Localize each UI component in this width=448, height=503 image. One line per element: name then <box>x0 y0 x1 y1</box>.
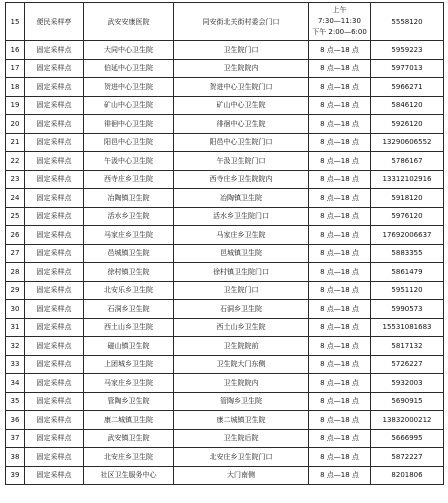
row-number: 15 <box>6 3 25 41</box>
row-number: 37 <box>6 429 25 448</box>
row-number: 21 <box>6 133 25 152</box>
site-type: 便民采样亭 <box>25 3 84 41</box>
table-row <box>6 281 444 300</box>
contact-phone: 5558120 <box>371 3 444 41</box>
sampling-sites-table <box>5 2 444 485</box>
row-number: 32 <box>6 337 25 356</box>
site-location: 卫生院后院 <box>174 429 309 448</box>
hospital-name: 西土山乡卫生院 <box>84 318 174 337</box>
row-number: 35 <box>6 392 25 411</box>
site-location: 卫生院院前 <box>174 337 309 356</box>
hospital-name: 石洞乡卫生院 <box>84 300 174 319</box>
table-row <box>6 59 444 78</box>
table-row <box>6 318 444 337</box>
site-type: 固定采样点 <box>25 300 84 319</box>
hospital-name: 马家庄乡卫生院 <box>84 374 174 393</box>
table-row <box>6 207 444 226</box>
hospital-name: 阳邑中心卫生院 <box>84 133 174 152</box>
opening-hours: 8 点—18 点 <box>309 263 371 282</box>
site-location: 西寺庄乡卫生院院内 <box>174 170 309 189</box>
table-row <box>6 78 444 97</box>
site-type: 固定采样点 <box>25 281 84 300</box>
opening-hours: 8 点—18 点 <box>309 226 371 245</box>
site-type: 固定采样点 <box>25 374 84 393</box>
opening-hours: 8 点—18 点 <box>309 189 371 208</box>
opening-hours: 8 点—18 点 <box>309 96 371 115</box>
site-location: 矿山中心卫生院 <box>174 96 309 115</box>
site-location: 午汲卫生院门口 <box>174 152 309 171</box>
site-type: 固定采样点 <box>25 355 84 374</box>
hospital-name: 邑城镇卫生院 <box>84 244 174 263</box>
site-location: 同安街北关街村委会门口 <box>174 3 309 41</box>
table-row <box>6 152 444 171</box>
row-number: 20 <box>6 115 25 134</box>
opening-hours: 8 点—18 点 <box>309 337 371 356</box>
row-number: 38 <box>6 448 25 467</box>
site-location: 邑城镇卫生院 <box>174 244 309 263</box>
table-row <box>6 133 444 152</box>
contact-phone: 5817132 <box>371 337 444 356</box>
hours-morning: 7:30—11:30 <box>318 17 361 25</box>
opening-hours: 8 点—18 点 <box>309 152 371 171</box>
contact-phone: 5976120 <box>371 207 444 226</box>
site-location: 卫生院门口 <box>174 41 309 60</box>
opening-hours: 8 点—18 点 <box>309 411 371 430</box>
opening-hours: 8 点—18 点 <box>309 41 371 60</box>
row-number: 16 <box>6 41 25 60</box>
contact-phone: 5951120 <box>371 281 444 300</box>
site-location: 西土山乡卫生院 <box>174 318 309 337</box>
opening-hours: 8 点—18 点 <box>309 429 371 448</box>
row-number: 24 <box>6 189 25 208</box>
contact-phone: 5959223 <box>371 41 444 60</box>
row-number: 34 <box>6 374 25 393</box>
site-type: 固定采样点 <box>25 78 84 97</box>
table-row <box>6 337 444 356</box>
table-row <box>6 448 444 467</box>
table-row <box>6 263 444 282</box>
site-type: 固定采样点 <box>25 392 84 411</box>
row-number: 33 <box>6 355 25 374</box>
hospital-name: 徘徊中心卫生院 <box>84 115 174 134</box>
hospital-name: 徐村镇卫生院 <box>84 263 174 282</box>
contact-phone: 5932003 <box>371 374 444 393</box>
hospital-name: 活水乡卫生院 <box>84 207 174 226</box>
hospital-name: 贺进中心卫生院 <box>84 78 174 97</box>
hospital-name: 康二城镇卫生院 <box>84 411 174 430</box>
contact-phone: 5872227 <box>371 448 444 467</box>
hospital-name: 伯延中心卫生院 <box>84 59 174 78</box>
row-number: 39 <box>6 466 25 485</box>
opening-hours: 8 点—18 点 <box>309 170 371 189</box>
row-number: 23 <box>6 170 25 189</box>
site-type: 固定采样点 <box>25 115 84 134</box>
contact-phone: 13832000212 <box>371 411 444 430</box>
opening-hours: 8 点—18 点 <box>309 466 371 485</box>
site-type: 固定采样点 <box>25 152 84 171</box>
table-row <box>6 300 444 319</box>
site-type: 固定采样点 <box>25 207 84 226</box>
contact-phone: 5883355 <box>371 244 444 263</box>
hospital-name: 磁山镇卫生院 <box>84 337 174 356</box>
opening-hours: 8 点—18 点 <box>309 281 371 300</box>
site-type: 固定采样点 <box>25 318 84 337</box>
contact-phone: 13312102916 <box>371 170 444 189</box>
site-type: 固定采样点 <box>25 448 84 467</box>
hours-afternoon: 下午 2:00—6:00 <box>312 28 367 36</box>
site-location: 管陶乡卫生院 <box>174 392 309 411</box>
row-number: 18 <box>6 78 25 97</box>
site-location: 卫生院院内 <box>174 374 309 393</box>
opening-hours: 8 点—18 点 <box>309 355 371 374</box>
site-location: 大门南侧 <box>174 466 309 485</box>
table-row <box>6 392 444 411</box>
hospital-name: 矿山中心卫生院 <box>84 96 174 115</box>
site-type: 固定采样点 <box>25 337 84 356</box>
table-row <box>6 96 444 115</box>
site-type: 固定采样点 <box>25 466 84 485</box>
opening-hours: 8 点—18 点 <box>309 318 371 337</box>
table-row <box>6 429 444 448</box>
hospital-name: 社区卫生服务中心 <box>84 466 174 485</box>
table-row <box>6 41 444 60</box>
site-type: 固定采样点 <box>25 170 84 189</box>
contact-phone: 15531081683 <box>371 318 444 337</box>
site-type: 固定采样点 <box>25 96 84 115</box>
contact-phone: 8201806 <box>371 466 444 485</box>
site-location: 贺进中心卫生院门口 <box>174 78 309 97</box>
site-location: 徘徊中心卫生院 <box>174 115 309 134</box>
hospital-name: 冶陶镇卫生院 <box>84 189 174 208</box>
table-row <box>6 3 444 41</box>
contact-phone: 5861479 <box>371 263 444 282</box>
site-location: 徐村镇卫生院门口 <box>174 263 309 282</box>
contact-phone: 17692006637 <box>371 226 444 245</box>
row-number: 19 <box>6 96 25 115</box>
contact-phone: 5690915 <box>371 392 444 411</box>
opening-hours: 8 点—18 点 <box>309 374 371 393</box>
contact-phone: 13290606552 <box>371 133 444 152</box>
site-type: 固定采样点 <box>25 133 84 152</box>
contact-phone: 5846120 <box>371 96 444 115</box>
contact-phone: 5990573 <box>371 300 444 319</box>
site-type: 固定采样点 <box>25 263 84 282</box>
site-location: 活水乡卫生院门口 <box>174 207 309 226</box>
site-type: 固定采样点 <box>25 429 84 448</box>
contact-phone: 5786167 <box>371 152 444 171</box>
opening-hours: 8 点—18 点 <box>309 300 371 319</box>
hospital-name: 管陶乡卫生院 <box>84 392 174 411</box>
table-row <box>6 244 444 263</box>
site-type: 固定采样点 <box>25 41 84 60</box>
hospital-name: 马家庄乡卫生院 <box>84 226 174 245</box>
site-type: 固定采样点 <box>25 411 84 430</box>
site-location: 阳邑中心卫生院门口 <box>174 133 309 152</box>
row-number: 31 <box>6 318 25 337</box>
site-location: 卫生院院内 <box>174 59 309 78</box>
row-number: 22 <box>6 152 25 171</box>
contact-phone: 5926120 <box>371 115 444 134</box>
opening-hours: 8 点—18 点 <box>309 244 371 263</box>
hours-morning-label: 上午 <box>332 6 347 14</box>
table-row <box>6 466 444 485</box>
site-location: 马家庄乡卫生院 <box>174 226 309 245</box>
hospital-name: 北安庄乡卫生院 <box>84 448 174 467</box>
hospital-name: 上团城乡卫生院 <box>84 355 174 374</box>
hospital-name: 西寺庄乡卫生院 <box>84 170 174 189</box>
hospital-name: 武安镇卫生院 <box>84 429 174 448</box>
opening-hours: 8 点—18 点 <box>309 392 371 411</box>
opening-hours <box>309 3 371 41</box>
site-location: 石洞乡卫生院 <box>174 300 309 319</box>
contact-phone: 5666995 <box>371 429 444 448</box>
table-row <box>6 170 444 189</box>
site-location: 卫生院门口 <box>174 281 309 300</box>
sampling-sites-sheet <box>5 2 443 485</box>
row-number: 28 <box>6 263 25 282</box>
table-row <box>6 411 444 430</box>
hospital-name: 大同中心卫生院 <box>84 41 174 60</box>
row-number: 25 <box>6 207 25 226</box>
row-number: 17 <box>6 59 25 78</box>
opening-hours: 8 点—18 点 <box>309 133 371 152</box>
hospital-name: 北安乐乡卫生院 <box>84 281 174 300</box>
site-location: 冶陶镇卫生院 <box>174 189 309 208</box>
table-row <box>6 374 444 393</box>
table-row <box>6 189 444 208</box>
site-type: 固定采样点 <box>25 244 84 263</box>
row-number: 29 <box>6 281 25 300</box>
site-type: 固定采样点 <box>25 226 84 245</box>
table-row <box>6 115 444 134</box>
hospital-name: 武安安康医院 <box>84 3 174 41</box>
row-number: 26 <box>6 226 25 245</box>
contact-phone: 5966271 <box>371 78 444 97</box>
hospital-name: 午汲中心卫生院 <box>84 152 174 171</box>
row-number: 36 <box>6 411 25 430</box>
site-location: 卫生院大门东侧 <box>174 355 309 374</box>
row-number: 30 <box>6 300 25 319</box>
site-type: 固定采样点 <box>25 189 84 208</box>
opening-hours: 8 点—18 点 <box>309 448 371 467</box>
table-row <box>6 355 444 374</box>
contact-phone: 5726227 <box>371 355 444 374</box>
site-type: 固定采样点 <box>25 59 84 78</box>
opening-hours: 8 点—18 点 <box>309 115 371 134</box>
table-row <box>6 226 444 245</box>
opening-hours: 8 点—18 点 <box>309 78 371 97</box>
site-location: 康二城镇卫生院 <box>174 411 309 430</box>
contact-phone: 5918120 <box>371 189 444 208</box>
site-location: 北安庄乡卫生院门口 <box>174 448 309 467</box>
table-body <box>6 3 444 485</box>
opening-hours: 8 点—18 点 <box>309 207 371 226</box>
row-number: 27 <box>6 244 25 263</box>
contact-phone: 5977013 <box>371 59 444 78</box>
opening-hours: 8 点—18 点 <box>309 59 371 78</box>
